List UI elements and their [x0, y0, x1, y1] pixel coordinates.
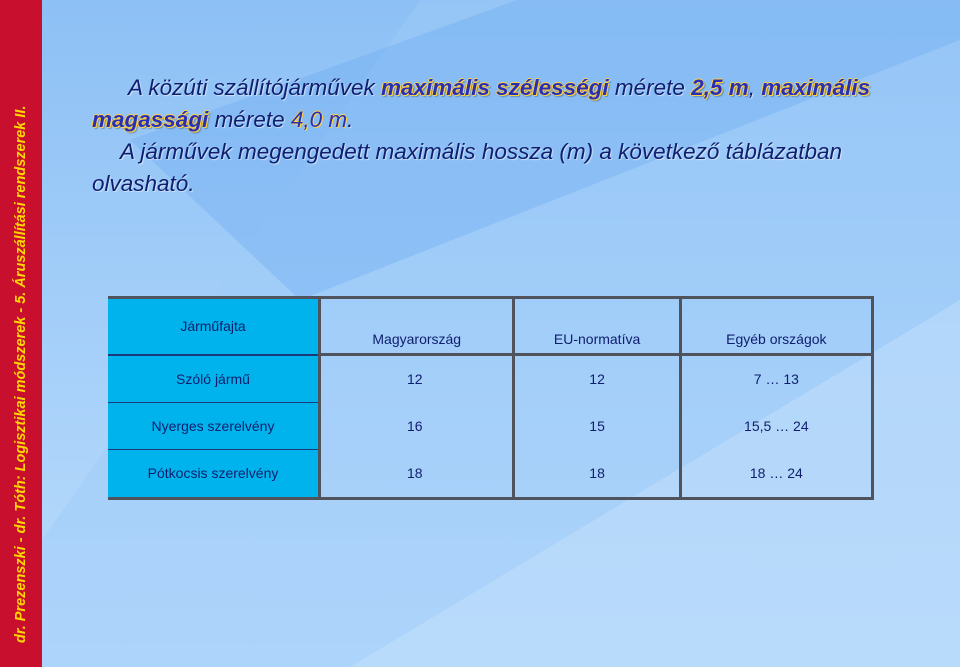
cell-eu: 12: [514, 355, 680, 403]
table-row: [108, 403, 873, 450]
cell-eu: 15: [514, 403, 680, 450]
cell-other: 15,5 … 24: [680, 403, 872, 450]
text-fragment: mérete: [608, 75, 692, 100]
cell-hungary: 16: [320, 403, 514, 450]
sidebar-band: [0, 0, 42, 667]
table-row: [108, 355, 873, 403]
table: [108, 296, 874, 500]
paragraph-length: A járművek megengedett maximális hossza (m) a következő táblázatban olvasható.: [92, 139, 842, 196]
highlight-height-value: 4,0 m: [290, 107, 348, 132]
body-text: [92, 72, 902, 200]
text-fragment: ,: [748, 75, 762, 100]
cell-hungary: 12: [320, 355, 514, 403]
highlight-width: maximális szélességi: [381, 75, 609, 100]
sidebar-caption: dr. Prezenszki - dr. Tóth: Logisztikai módszerek - 5. Áruszállítási rendszerek II.: [13, 105, 29, 643]
cell-other: 18 … 24: [680, 449, 872, 498]
highlight-height: maximális magassági: [92, 75, 871, 132]
cell-other: 7 … 13: [680, 355, 872, 403]
length-table: [108, 296, 874, 500]
header-vehicle-type: Járműfajta: [108, 298, 320, 355]
cell-hungary: 18: [320, 449, 514, 498]
table-header-row: [108, 298, 873, 355]
cell-eu: 18: [514, 449, 680, 498]
cell-vehicle-type: Pótkocsis szerelvény: [108, 449, 320, 498]
cell-vehicle-type: Szóló jármű: [108, 355, 320, 403]
highlight-width-value: 2,5 m: [691, 75, 749, 100]
cell-vehicle-type: Nyerges szerelvény: [108, 403, 320, 450]
paragraph-dimensions: [92, 72, 902, 136]
table-row: [108, 449, 873, 498]
text-fragment: A közúti szállítójárművek: [128, 75, 382, 100]
text-fragment: .: [347, 107, 354, 132]
header-hungary: Magyarország: [320, 298, 514, 355]
text-fragment: mérete: [208, 107, 291, 132]
header-eu: EU-normatíva: [514, 298, 680, 355]
header-other: Egyéb országok: [680, 298, 872, 355]
